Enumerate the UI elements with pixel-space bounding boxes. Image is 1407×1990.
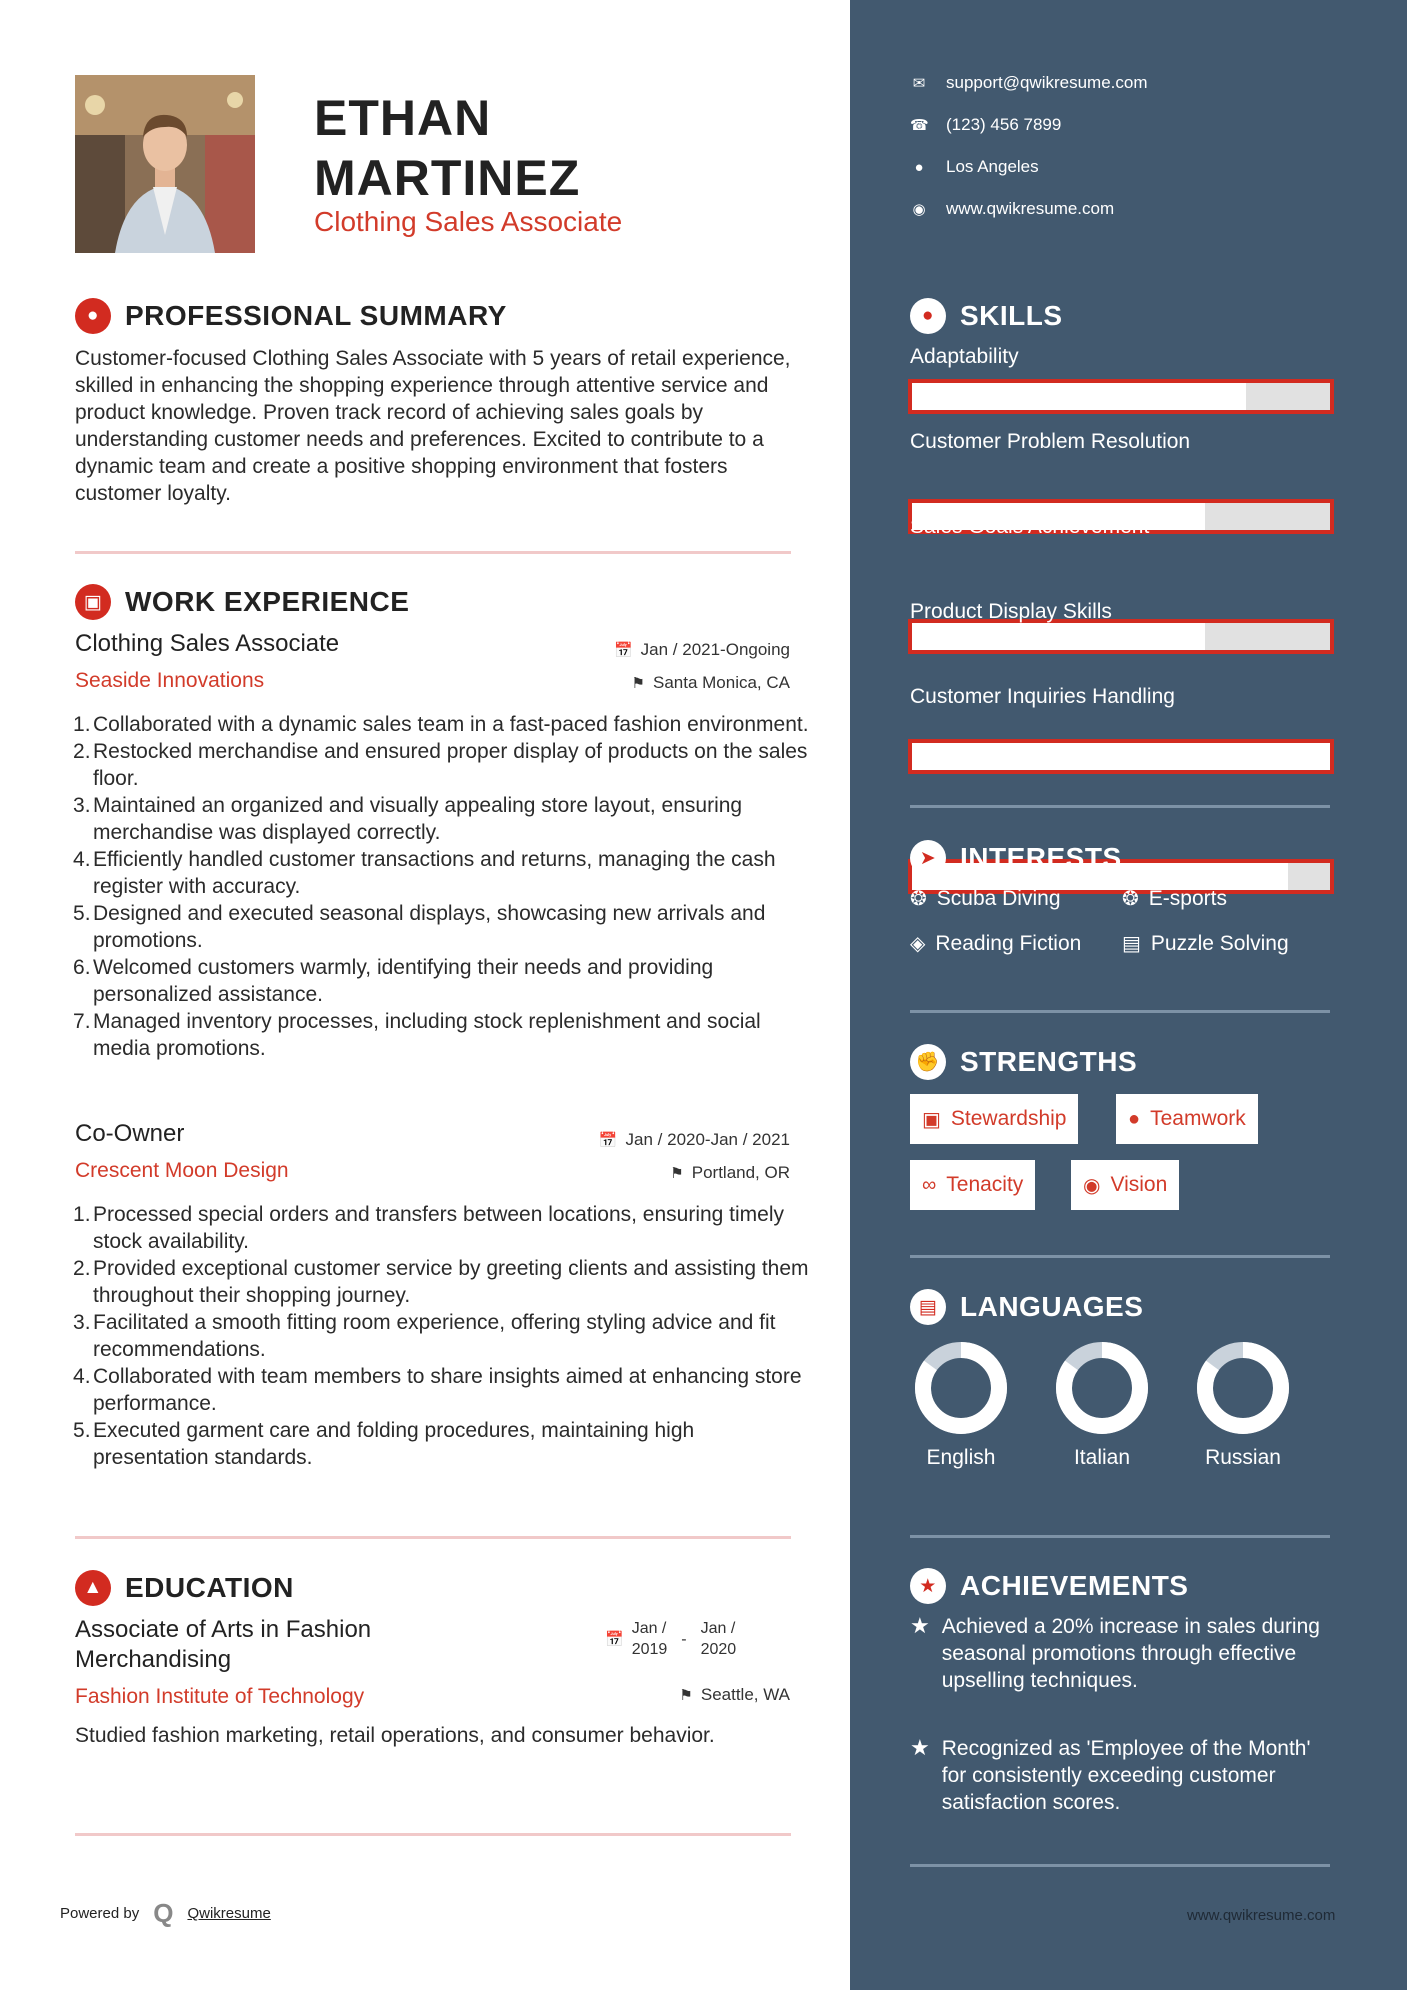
list-item: Maintained an organized and visually appealing store layout, ensuring merchandise was displayed correctly. <box>93 794 743 844</box>
achievements-heading-label: ACHIEVEMENTS <box>960 1570 1189 1601</box>
envelope-icon: ✉ <box>912 75 926 92</box>
user-icon: ● <box>75 298 111 334</box>
paper-plane-icon: ➤ <box>910 840 946 876</box>
lifebuoy-icon: ❂ <box>910 888 927 910</box>
skill-bar <box>908 379 1334 414</box>
list-item: Managed inventory processes, including stock replenishment and social media promotions. <box>93 1010 761 1060</box>
job-2-bullets <box>75 1201 813 1471</box>
job-1-location <box>490 673 790 693</box>
experience-heading-label: WORK EXPERIENCE <box>125 586 410 617</box>
footer-site[interactable]: www.qwikresume.com <box>1187 1907 1336 1924</box>
sidebar-divider <box>910 1864 1330 1867</box>
pin-icon: ⚑ <box>631 675 645 692</box>
education-heading-label: EDUCATION <box>125 1572 294 1603</box>
language-label: Russian <box>1205 1446 1281 1469</box>
sidebar <box>850 0 1407 1990</box>
skill-bar <box>908 619 1334 654</box>
skill-bar-fill <box>912 743 1330 770</box>
strength-label: Tenacity <box>946 1173 1024 1196</box>
language-label: English <box>926 1446 996 1469</box>
list-item: Collaborated with team members to share insights aimed at enhancing store performance. <box>93 1365 802 1415</box>
calendar-icon: 📅 <box>605 1630 624 1648</box>
brand-link[interactable]: Qwikresume <box>187 1905 271 1922</box>
star-icon: ★ <box>910 1735 930 1760</box>
skill-label: Customer Problem Resolution <box>910 430 1191 453</box>
sidebar-divider <box>910 1535 1330 1538</box>
interest-scuba <box>910 886 1061 911</box>
footer-powered <box>60 1898 271 1929</box>
list-item: Collaborated with a dynamic sales team in a fast-paced fashion environment. <box>93 713 809 736</box>
achievement-text: Achieved a 20% increase in sales during seasonal promotions through effective upselling techniques. <box>941 1615 1320 1692</box>
job-2-location-text: Portland, OR <box>691 1163 790 1182</box>
sidebar-divider <box>910 805 1330 808</box>
education-dates: 📅 Jan / 2019 - Jan / 2020 <box>605 1620 737 1658</box>
section-divider <box>75 1833 791 1836</box>
skill-label: Sales Goals Achievement <box>910 515 1150 538</box>
skill-label: Product Display Skills <box>910 600 1112 623</box>
experience-heading <box>75 584 409 620</box>
list-item: Executed garment care and folding procedures, maintaining high presentation standards. <box>93 1419 695 1469</box>
job-1-location-text: Santa Monica, CA <box>652 673 790 692</box>
list-item: Processed special orders and transfers between locations, ensuring timely stock availability. <box>93 1203 785 1253</box>
strength-tag <box>1071 1160 1179 1210</box>
language-label: Italian <box>1073 1446 1131 1469</box>
phone-icon: ☎ <box>910 117 929 134</box>
strength-tag <box>1116 1094 1258 1144</box>
language-item <box>1188 1340 1298 1470</box>
interest-label: Scuba Diving <box>936 886 1061 910</box>
toolbox-icon: ▣ <box>922 1108 941 1131</box>
education-school: Fashion Institute of Technology <box>75 1685 365 1708</box>
location-text: Los Angeles <box>946 157 1039 176</box>
degree-line-2: Merchandising <box>75 1646 232 1673</box>
achievement-text: Recognized as 'Employee of the Month' for consistently exceeding customer satisfaction scores. <box>941 1737 1311 1814</box>
degree <box>75 1615 371 1675</box>
fist-icon: ✊ <box>910 1044 946 1080</box>
education-start-year: 2019 <box>631 1641 668 1658</box>
last-name: MARTINEZ <box>314 150 581 206</box>
sidebar-divider <box>910 1010 1330 1013</box>
summary-heading <box>75 298 507 334</box>
job-title: Clothing Sales Associate <box>314 206 623 237</box>
section-divider <box>75 1536 791 1539</box>
languages-heading-label: LANGUAGES <box>960 1291 1144 1322</box>
education-start-month: Jan / <box>631 1620 667 1637</box>
candidate-name <box>314 88 580 208</box>
job-1-title: Clothing Sales Associate <box>75 630 340 657</box>
pin-icon: ⚑ <box>679 1687 693 1704</box>
strengths-heading <box>910 1044 1137 1080</box>
calendar-icon: 📅 <box>613 642 633 659</box>
skills-heading <box>910 298 1063 334</box>
skill-bar-fill <box>912 383 1246 410</box>
skill-bar-fill <box>912 623 1205 650</box>
education-location-text: Seattle, WA <box>700 1685 790 1704</box>
email-text[interactable]: support@qwikresume.com <box>946 73 1148 92</box>
phone-text: (123) 456 7899 <box>946 115 1062 134</box>
binoculars-icon: ◉ <box>1083 1174 1101 1197</box>
summary-heading-label: PROFESSIONAL SUMMARY <box>125 300 507 331</box>
skill-label: Customer Inquiries Handling <box>910 685 1175 708</box>
interests-heading <box>910 840 1122 876</box>
skill-label: Adaptability <box>910 345 1019 368</box>
education-location <box>490 1685 790 1705</box>
users-icon: ● <box>1128 1107 1141 1130</box>
graduation-icon: ▲ <box>75 1570 111 1606</box>
website-text[interactable]: www.qwikresume.com <box>946 199 1115 218</box>
contact-phone <box>910 115 1061 135</box>
job-2-dates-text: Jan / 2020-Jan / 2021 <box>625 1130 790 1149</box>
strength-label: Stewardship <box>950 1107 1067 1130</box>
education-description: Studied fashion marketing, retail operations, and consumer behavior. <box>75 1724 715 1747</box>
job-1-dates <box>490 640 790 660</box>
skill-bar <box>908 739 1334 774</box>
contact-website <box>910 199 1114 219</box>
strength-label: Teamwork <box>1150 1107 1246 1130</box>
pin-icon: ⚑ <box>670 1165 684 1182</box>
qwikresume-logo-icon: Q <box>153 1898 174 1928</box>
skills-heading-label: SKILLS <box>960 300 1063 331</box>
language-donut <box>1054 1340 1150 1436</box>
sidebar-divider <box>910 1255 1330 1258</box>
list-item: Welcomed customers warmly, identifying their needs and providing personalized assistance. <box>93 956 714 1006</box>
gamepad-icon: ◈ <box>910 933 926 955</box>
job-1-dates-text: Jan / 2021-Ongoing <box>640 640 790 659</box>
contact-location <box>910 157 1039 177</box>
achievements-heading <box>910 1568 1188 1604</box>
job-1-company: Seaside Innovations <box>75 669 265 692</box>
language-item <box>906 1340 1016 1470</box>
globe-icon: ◉ <box>912 201 926 218</box>
job-1-bullets <box>75 711 813 1062</box>
powered-by-label: Powered by <box>60 1905 140 1922</box>
strength-label: Vision <box>1110 1173 1168 1196</box>
interest-label: Puzzle Solving <box>1150 931 1289 955</box>
translate-icon: ▤ <box>910 1289 946 1325</box>
language-donut <box>1195 1340 1291 1436</box>
location-pin-icon: ● <box>914 158 924 176</box>
briefcase-icon: ▣ <box>75 584 111 620</box>
job-2-dates <box>490 1130 790 1150</box>
job-2-title: Co-Owner <box>75 1120 185 1147</box>
strengths-heading-label: STRENGTHS <box>960 1046 1138 1077</box>
lifebuoy-icon: ❂ <box>1122 888 1139 910</box>
language-donut <box>913 1340 1009 1436</box>
contact-email <box>910 73 1148 93</box>
education-end-month: Jan / <box>700 1620 736 1637</box>
section-divider <box>75 551 791 554</box>
list-item: Efficiently handled customer transactions and returns, managing the cash register with accuracy. <box>93 848 776 898</box>
summary-text: Customer-focused Clothing Sales Associate with 5 years of retail experience, skilled in enhancing the shopping experience through attentive service and product knowledge. Proven track record of achieving sales goals by understanding customer needs and preferences. Excited to contribute to a dynamic team and create a positive shopping environment that fosters customer loyalty. <box>75 347 791 505</box>
list-item: Facilitated a smooth fitting room experience, offering styling advice and fit recommendations. <box>93 1311 776 1361</box>
interest-reading <box>910 931 1081 956</box>
profile-photo <box>75 75 255 253</box>
achievement-item <box>910 1613 1330 1694</box>
education-start <box>632 1618 668 1660</box>
interest-label: Reading Fiction <box>935 931 1082 955</box>
job-2-location <box>490 1163 790 1183</box>
lightbulb-icon: ● <box>910 298 946 334</box>
education-heading <box>75 1570 294 1606</box>
languages-heading <box>910 1289 1143 1325</box>
star-icon: ★ <box>910 1613 930 1638</box>
education-end <box>701 1618 737 1660</box>
list-item: Restocked merchandise and ensured proper display of products on the sales floor. <box>93 740 808 790</box>
strength-tag <box>910 1094 1078 1144</box>
interest-label: E-sports <box>1148 886 1227 910</box>
star-badge-icon: ★ <box>910 1568 946 1604</box>
list-item: Provided exceptional customer service by greeting clients and assisting them throughout their shopping journey. <box>93 1257 809 1307</box>
strength-tag <box>910 1160 1035 1210</box>
interest-puzzle <box>1122 931 1289 956</box>
education-end-year: 2020 <box>700 1641 737 1658</box>
first-name: ETHAN <box>314 90 492 146</box>
achievement-item <box>910 1735 1330 1816</box>
language-item <box>1047 1340 1157 1470</box>
degree-line-1: Associate of Arts in Fashion <box>75 1616 372 1643</box>
interest-esports <box>1122 886 1227 911</box>
calendar-icon: 📅 <box>598 1132 618 1149</box>
link-icon: ∞ <box>922 1173 937 1196</box>
job-2-company: Crescent Moon Design <box>75 1159 289 1182</box>
interests-heading-label: INTERESTS <box>960 842 1122 873</box>
list-item: Designed and executed seasonal displays, showcasing new arrivals and promotions. <box>93 902 766 952</box>
book-icon: ▤ <box>1122 933 1141 955</box>
